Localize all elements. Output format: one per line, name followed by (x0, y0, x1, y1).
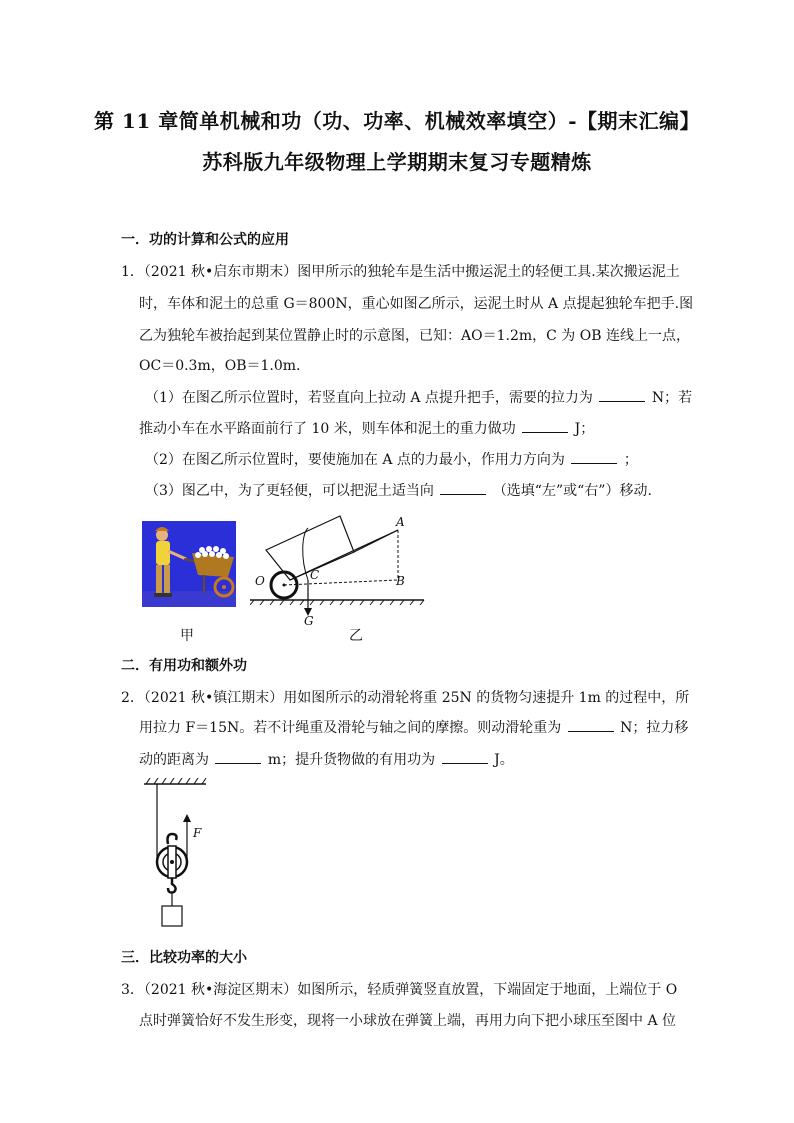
answer-blank[interactable] (568, 719, 614, 732)
answer-blank[interactable] (215, 751, 261, 764)
wheelbarrow-illustration (142, 521, 236, 607)
sub-question (139, 418, 594, 438)
answer-blank[interactable] (440, 482, 486, 495)
question-text: 时，车体和泥土的总重 G＝800N，重心如图乙所示，运泥土时从 A 点提起独轮车把手.图 (139, 296, 694, 312)
sub-question-text: ； (623, 452, 638, 468)
label-C: C (310, 568, 320, 582)
sub-question-text: m；提升货物做的有用功为 (267, 752, 436, 768)
label-G: G (304, 614, 314, 628)
sub-question-text: N；拉力移 (620, 720, 689, 736)
question-text: OC＝0.3m，OB＝1.0m. (139, 358, 301, 374)
sub-question (145, 449, 638, 469)
sub-question-text: J； (574, 421, 595, 437)
question-text: 点时弹簧恰好不发生形变，现将一小球放在弹簧上端，再用力向下把小球压至图中 A 位 (139, 1013, 677, 1029)
sub-question (145, 387, 692, 407)
figure-caption-yi: 乙 (349, 628, 363, 644)
sub-question-text: （3）图乙中，为了更轻便，可以把泥土适当向 (145, 483, 434, 499)
question-text: 乙为独轮车被抬起到某位置静止时的示意图，已知：AO＝1.2m，C 为 OB 连线上一点， (139, 328, 690, 344)
sub-question-text: （2）在图乙所示位置时，要使施加在 A 点的力最小，作用力方向为 (145, 452, 565, 468)
figure-caption-jia: 甲 (180, 628, 194, 644)
question-text: 2．（2021 秋•镇江期末）用如图所示的动滑轮将重 25N 的货物匀速提升 1m 的过程中，所 (121, 690, 690, 706)
document-subtitle: 苏科版九年级物理上学期期末复习专题精炼 (202, 150, 592, 174)
sub-question-text: 用拉力 F＝15N。若不计绳重及滑轮与轴之间的摩擦。则动滑轮重为 (139, 720, 562, 736)
sub-question-text: N；若 (651, 390, 693, 406)
pulley-diagram (140, 778, 220, 930)
section-heading: 三．比较功率的大小 (121, 950, 247, 966)
sub-question (145, 480, 652, 500)
section-heading: 二．有用功和额外功 (121, 658, 247, 674)
sub-question-text: 动的距离为 (139, 752, 209, 768)
document-title: 第 11 章简单机械和功（功、功率、机械效率填空）-【期末汇编】 (93, 109, 701, 133)
answer-blank[interactable] (442, 751, 488, 764)
answer-blank[interactable] (522, 420, 568, 433)
section-heading: 一．功的计算和公式的应用 (121, 232, 289, 248)
sub-question-text: J。 (494, 752, 514, 768)
label-B: B (396, 574, 405, 588)
sub-question (139, 717, 688, 737)
sub-question (139, 749, 514, 769)
answer-blank[interactable] (571, 451, 617, 464)
question-text: 1．（2021 秋•启东市期末）图甲所示的独轮车是生活中搬运泥土的轻便工具.某次搬运泥土 (121, 264, 680, 280)
label-F: F (193, 826, 202, 840)
question-text: 3．（2021 秋•海淀区期末）如图所示，轻质弹簧竖直放置，下端固定于地面，上端位于 O (121, 982, 678, 998)
answer-blank[interactable] (599, 389, 645, 402)
sub-question-text: 推动小车在水平路面前行了 10 米，则车体和泥土的重力做功 (139, 421, 516, 437)
sub-question-text: （选填“左”或“右”）移动. (492, 483, 652, 499)
sub-question-text: （1）在图乙所示位置时，若竖直向上拉动 A 点提升把手，需要的拉力为 (145, 390, 593, 406)
label-A: A (396, 515, 405, 529)
label-O: O (255, 574, 265, 588)
